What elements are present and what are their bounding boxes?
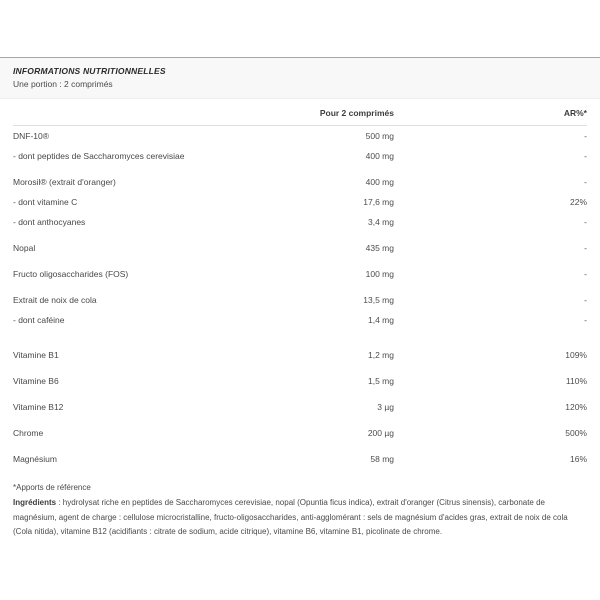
- table-row: [13, 345, 587, 365]
- row-value: 13,5 mg: [363, 295, 394, 305]
- table-group: [13, 397, 587, 417]
- table-group: [13, 290, 587, 330]
- row-ar-percent: 16%: [569, 454, 587, 464]
- row-value: 500 mg: [365, 131, 394, 141]
- row-label: Vitamine B12: [13, 402, 64, 412]
- column-header-ar-percent: AR%*: [563, 108, 587, 118]
- table-row: [13, 423, 587, 443]
- row-label: Vitamine B1: [13, 350, 59, 360]
- ingredients-label: Ingrédients: [13, 498, 57, 507]
- ingredients-paragraph: [13, 496, 587, 540]
- row-label: - dont caféine: [13, 315, 65, 325]
- table-row: [13, 126, 587, 146]
- table-group: [13, 126, 587, 166]
- row-label: Chrome: [13, 428, 44, 438]
- row-value: 3,4 mg: [368, 217, 394, 227]
- row-ar-percent: -: [584, 131, 587, 141]
- row-ar-percent: -: [584, 151, 587, 161]
- table-group: [13, 345, 587, 365]
- row-label: - dont anthocyanes: [13, 217, 86, 227]
- row-ar-percent: 500%: [565, 428, 587, 438]
- column-header-per-2-comprimes: Pour 2 comprimés: [319, 108, 394, 118]
- row-value: 1,4 mg: [368, 315, 394, 325]
- table-row: [13, 310, 587, 330]
- portion-text: Une portion : 2 comprimés: [13, 79, 113, 89]
- table-column-header-row: [13, 99, 587, 126]
- table-body: [13, 126, 587, 469]
- row-ar-percent: -: [584, 177, 587, 187]
- row-value: 400 mg: [365, 177, 394, 187]
- nutrition-panel: [0, 57, 600, 540]
- ingredients-text: : hydrolysat riche en peptides de Saccharomyces cerevisiae, nopal (Opuntia ficus indica), extrait d'oranger (Citrus sinensis), carbonate de magnésium, agent de charge : cellulose microcristalline, fructo-oligosaccharides, anti-agglomérant : sels de magnésium d'acides gras, extrait de noix de cola (Cola nitida), vitamine B12 (acidifiants : citrate de sodium, acide citrique), vitamine B6, vitamine B1, picolinate de chrome.: [13, 498, 568, 536]
- table-row: [13, 238, 587, 258]
- row-label: Vitamine B6: [13, 376, 59, 386]
- table-group: [13, 449, 587, 469]
- table-row: [13, 371, 587, 391]
- row-ar-percent: -: [584, 315, 587, 325]
- row-value: 17,6 mg: [363, 197, 394, 207]
- panel-header: [0, 57, 600, 99]
- row-label: Morosil® (extrait d'oranger): [13, 177, 116, 187]
- row-label: - dont vitamine C: [13, 197, 78, 207]
- panel-content: [0, 99, 600, 540]
- panel-title: INFORMATIONS NUTRITIONNELLES: [13, 66, 166, 76]
- table-row: [13, 212, 587, 232]
- row-label: Nopal: [13, 243, 36, 253]
- row-value: 400 mg: [365, 151, 394, 161]
- table-group: [13, 264, 587, 284]
- row-value: 435 mg: [365, 243, 394, 253]
- row-ar-percent: 110%: [565, 376, 587, 386]
- row-ar-percent: -: [584, 243, 587, 253]
- table-row: [13, 146, 587, 166]
- table-group: [13, 423, 587, 443]
- row-ar-percent: -: [584, 295, 587, 305]
- table-row: [13, 192, 587, 212]
- table-group: [13, 238, 587, 258]
- row-value: 1,5 mg: [368, 376, 394, 386]
- table-row: [13, 290, 587, 310]
- row-value: 200 µg: [367, 428, 394, 438]
- row-value: 3 µg: [377, 402, 394, 412]
- table-group: [13, 172, 587, 232]
- table-group: [13, 371, 587, 391]
- row-ar-percent: -: [584, 217, 587, 227]
- table-row: [13, 172, 587, 192]
- table-row: [13, 449, 587, 469]
- row-label: DNF-10®: [13, 131, 50, 141]
- table-row: [13, 264, 587, 284]
- row-value: 1,2 mg: [368, 350, 394, 360]
- row-ar-percent: 109%: [565, 350, 587, 360]
- row-ar-percent: 22%: [569, 197, 587, 207]
- reference-footnote: *Apports de référence: [13, 483, 91, 492]
- row-ar-percent: 120%: [565, 402, 587, 412]
- row-label: - dont peptides de Saccharomyces cerevisiae: [13, 151, 185, 161]
- row-value: 58 mg: [370, 454, 394, 464]
- row-label: Fructo oligosaccharides (FOS): [13, 269, 129, 279]
- table-row: [13, 397, 587, 417]
- row-label: Magnésium: [13, 454, 57, 464]
- row-label: Extrait de noix de cola: [13, 295, 97, 305]
- row-ar-percent: -: [584, 269, 587, 279]
- row-value: 100 mg: [365, 269, 394, 279]
